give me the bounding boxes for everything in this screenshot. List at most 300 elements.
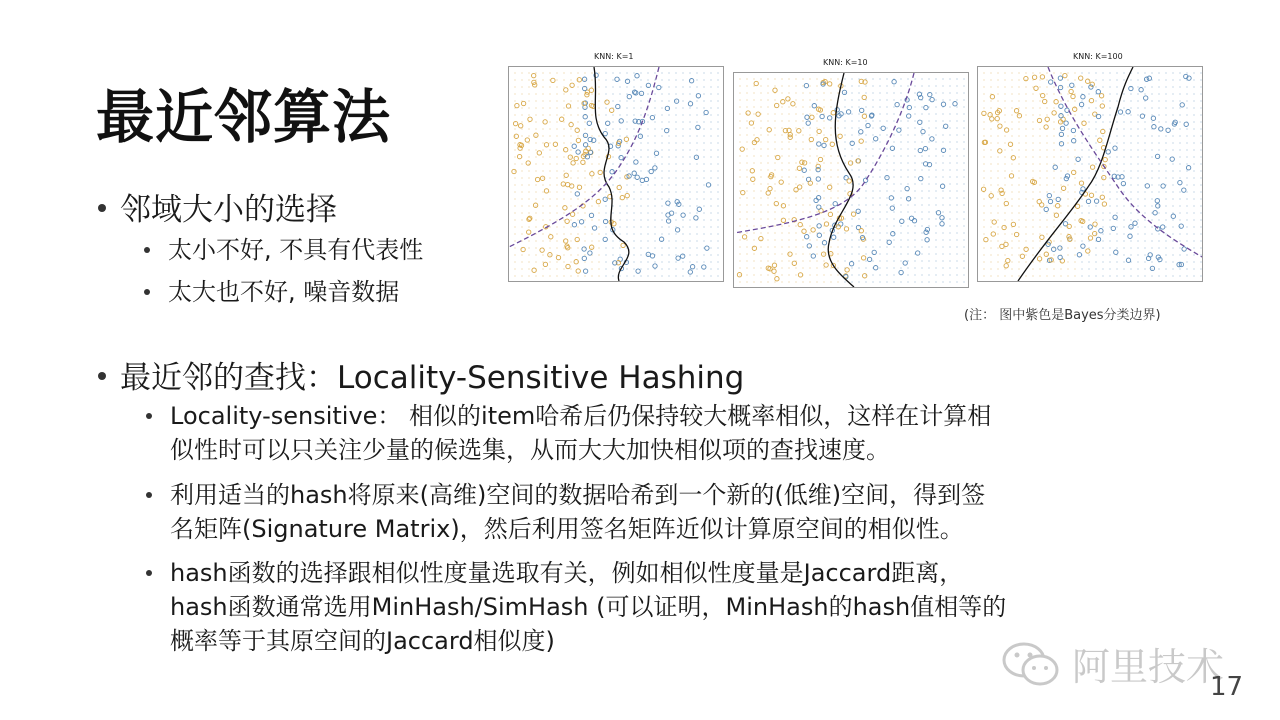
grid-dot [521,121,522,122]
grid-dot [1067,184,1068,185]
grid-dot [563,226,564,227]
grid-dot [907,218,908,219]
grid-dot [1102,247,1103,248]
grid-dot [521,107,522,108]
grid-dot [949,183,950,184]
grid-dot [556,121,557,122]
grid-dot [956,225,957,226]
grid-dot [703,93,704,94]
grid-dot [612,163,613,164]
grid-dot [1179,268,1180,269]
grid-dot [598,135,599,136]
grid-dot [598,121,599,122]
grid-dot [956,176,957,177]
grid-dot [893,85,894,86]
class-a-point [751,177,755,181]
grid-dot [935,253,936,254]
section1-item-text: 太大也不好, 噪音数据 [168,278,400,306]
grid-dot [577,107,578,108]
grid-dot [1158,275,1159,276]
grid-dot [753,260,754,261]
grid-dot [1200,114,1201,115]
grid-dot [1186,93,1187,94]
knn-plot-k10 [733,58,969,288]
grid-dot [661,261,662,262]
grid-dot [935,148,936,149]
grid-dot [1102,121,1103,122]
grid-dot [1004,72,1005,73]
grid-dot [1032,128,1033,129]
grid-dot [1088,247,1089,248]
grid-dot [1004,212,1005,213]
grid-dot [739,113,740,114]
grid-dot [1025,254,1026,255]
grid-dot [1151,93,1152,94]
class-b-point [860,235,864,239]
grid-dot [983,135,984,136]
grid-dot [809,267,810,268]
class-b-point [603,131,607,135]
grid-dot [900,176,901,177]
grid-dot [717,233,718,234]
grid-dot [1011,205,1012,206]
grid-dot [990,268,991,269]
grid-dot [1151,268,1152,269]
grid-dot [865,85,866,86]
grid-dot [1032,233,1033,234]
grid-dot [661,212,662,213]
grid-dot [689,149,690,150]
class-a-point [989,194,993,198]
grid-dot [584,254,585,255]
grid-dot [563,275,564,276]
grid-dot [689,247,690,248]
grid-dot [528,247,529,248]
grid-dot [830,148,831,149]
grid-dot [907,260,908,261]
bullet-icon [98,372,106,380]
grid-dot [717,135,718,136]
grid-dot [661,79,662,80]
grid-dot [844,78,845,79]
grid-dot [921,85,922,86]
grid-dot [570,142,571,143]
grid-dot [990,100,991,101]
grid-dot [914,246,915,247]
grid-dot [675,226,676,227]
grid-dot [542,240,543,241]
grid-dot [563,254,564,255]
grid-dot [598,156,599,157]
grid-dot [949,204,950,205]
grid-dot [1130,275,1131,276]
grid-dot [942,169,943,170]
grid-dot [612,240,613,241]
class-a-point [543,262,547,266]
grid-dot [907,183,908,184]
grid-dot [584,72,585,73]
grid-dot [788,85,789,86]
grid-dot [872,239,873,240]
grid-dot [1123,247,1124,248]
grid-dot [858,127,859,128]
grid-dot [577,233,578,234]
grid-dot [1165,100,1166,101]
grid-dot [1039,254,1040,255]
grid-dot [612,86,613,87]
grid-dot [767,204,768,205]
grid-dot [682,163,683,164]
grid-dot [983,184,984,185]
grid-dot [556,268,557,269]
grid-dot [823,120,824,121]
grid-dot [1130,247,1131,248]
grid-dot [1130,135,1131,136]
grid-dot [872,92,873,93]
grid-dot [865,148,866,149]
grid-dot [837,239,838,240]
grid-dot [879,120,880,121]
class-a-point [566,104,570,108]
grid-dot [1151,191,1152,192]
class-a-point [768,186,772,190]
grid-dot [956,218,957,219]
grid-dot [1025,261,1026,262]
grid-dot [1200,79,1201,80]
grid-dot [1067,275,1068,276]
grid-dot [928,155,929,156]
grid-dot [914,239,915,240]
grid-dot [1011,219,1012,220]
grid-dot [1137,86,1138,87]
grid-dot [1186,163,1187,164]
grid-dot [1158,121,1159,122]
grid-dot [647,219,648,220]
class-a-point [1079,181,1083,185]
grid-dot [802,246,803,247]
grid-dot [1102,86,1103,87]
class-b-point [634,160,638,164]
grid-dot [1095,72,1096,73]
grid-dot [963,120,964,121]
grid-dot [760,148,761,149]
grid-dot [795,183,796,184]
grid-dot [781,148,782,149]
grid-dot [1193,72,1194,73]
class-a-point [817,129,821,133]
grid-dot [739,127,740,128]
grid-dot [717,170,718,171]
grid-dot [1193,142,1194,143]
class-b-point [1186,166,1190,170]
grid-dot [535,247,536,248]
grid-dot [682,93,683,94]
class-b-point [646,252,650,256]
section1-item [168,275,399,309]
grid-dot [872,274,873,275]
grid-dot [1186,86,1187,87]
grid-dot [1039,72,1040,73]
grid-dot [795,267,796,268]
grid-dot [549,156,550,157]
class-a-point [1102,202,1106,206]
grid-dot [514,149,515,150]
grid-dot [1018,135,1019,136]
grid-dot [549,247,550,248]
bayes-boundary [734,73,914,233]
grid-dot [535,275,536,276]
grid-dot [521,191,522,192]
grid-dot [1123,261,1124,262]
grid-dot [542,135,543,136]
grid-dot [1088,268,1089,269]
class-b-point [1161,225,1165,229]
grid-dot [521,219,522,220]
grid-dot [900,246,901,247]
grid-dot [605,247,606,248]
grid-dot [1172,128,1173,129]
grid-dot [942,260,943,261]
grid-dot [760,274,761,275]
grid-dot [1060,142,1061,143]
grid-dot [781,260,782,261]
grid-dot [907,246,908,247]
grid-dot [521,261,522,262]
grid-dot [893,274,894,275]
grid-dot [921,246,922,247]
grid-dot [1116,240,1117,241]
grid-dot [612,184,613,185]
grid-dot [1025,135,1026,136]
grid-dot [1151,163,1152,164]
section2-item-line: 利用适当的hash将原来(高维)空间的数据哈希到一个新的(低维)空间，得到签 [170,481,986,509]
grid-dot [802,99,803,100]
grid-dot [661,205,662,206]
grid-dot [1025,184,1026,185]
grid-dot [1186,254,1187,255]
grid-dot [858,260,859,261]
grid-dot [570,240,571,241]
grid-dot [1179,219,1180,220]
grid-dot [612,121,613,122]
grid-dot [746,169,747,170]
grid-dot [788,239,789,240]
grid-dot [1074,156,1075,157]
grid-dot [1060,275,1061,276]
grid-dot [640,149,641,150]
class-a-point [1103,157,1107,161]
grid-dot [802,197,803,198]
grid-dot [1179,114,1180,115]
grid-dot [1102,184,1103,185]
grid-dot [823,92,824,93]
grid-dot [942,204,943,205]
grid-dot [1039,177,1040,178]
grid-dot [830,127,831,128]
knn-plot-k1 [508,52,724,282]
grid-dot [633,128,634,129]
grid-dot [661,219,662,220]
class-a-point [521,101,525,105]
grid-dot [1200,184,1201,185]
grid-dot [619,170,620,171]
grid-dot [795,106,796,107]
grid-dot [1123,205,1124,206]
grid-dot [675,254,676,255]
class-b-point [665,128,669,132]
grid-dot [1032,205,1033,206]
grid-dot [1095,107,1096,108]
grid-dot [809,113,810,114]
grid-dot [717,226,718,227]
grid-dot [528,79,529,80]
grid-dot [837,274,838,275]
grid-dot [795,78,796,79]
grid-dot [774,99,775,100]
grid-dot [612,156,613,157]
grid-dot [542,79,543,80]
grid-dot [942,197,943,198]
grid-dot [591,205,592,206]
grid-dot [1046,268,1047,269]
grid-dot [556,212,557,213]
grid-dot [816,190,817,191]
grid-dot [1046,135,1047,136]
grid-dot [823,134,824,135]
grid-dot [1011,247,1012,248]
grid-dot [1123,219,1124,220]
grid-dot [514,93,515,94]
grid-dot [774,183,775,184]
grid-dot [1018,93,1019,94]
grid-dot [1186,205,1187,206]
grid-dot [844,169,845,170]
class-b-point [1058,85,1062,89]
grid-dot [619,240,620,241]
grid-dot [528,135,529,136]
grid-dot [1060,212,1061,213]
grid-dot [1032,240,1033,241]
grid-dot [647,149,648,150]
grid-dot [1109,275,1110,276]
grid-dot [788,106,789,107]
class-a-point [1056,204,1060,208]
class-a-point [1086,79,1090,83]
class-a-point [772,269,776,273]
grid-dot [612,142,613,143]
grid-dot [626,100,627,101]
grid-dot [577,247,578,248]
class-b-point [1113,215,1117,219]
grid-dot [1081,107,1082,108]
grid-dot [1060,177,1061,178]
grid-dot [1123,226,1124,227]
grid-dot [837,120,838,121]
grid-dot [661,275,662,276]
grid-dot [605,177,606,178]
grid-dot [1130,149,1131,150]
wechat-icon [1000,640,1062,688]
grid-dot [983,121,984,122]
grid-dot [619,135,620,136]
class-b-point [1182,247,1186,251]
grid-dot [746,190,747,191]
grid-dot [647,191,648,192]
grid-dot [1130,198,1131,199]
class-a-point [754,81,758,85]
grid-dot [710,135,711,136]
grid-dot [1165,135,1166,136]
grid-dot [1074,226,1075,227]
grid-dot [563,219,564,220]
grid-dot [661,268,662,269]
grid-dot [1060,156,1061,157]
class-b-point [909,216,913,220]
grid-dot [767,134,768,135]
grid-dot [1081,261,1082,262]
grid-dot [851,197,852,198]
grid-dot [823,169,824,170]
class-a-point [1014,232,1018,236]
grid-dot [668,100,669,101]
grid-dot [767,169,768,170]
class-a-point [752,140,756,144]
grid-dot [795,155,796,156]
grid-dot [949,120,950,121]
knn-plot-title: KNN: K=100 [1073,52,1123,61]
grid-dot [914,169,915,170]
grid-dot [1144,170,1145,171]
grid-dot [858,197,859,198]
grid-dot [956,92,957,93]
grid-dot [921,218,922,219]
grid-dot [802,120,803,121]
grid-dot [823,197,824,198]
grid-dot [893,162,894,163]
grid-dot [577,219,578,220]
grid-dot [1193,268,1194,269]
grid-dot [1053,240,1054,241]
grid-dot [760,253,761,254]
grid-dot [886,155,887,156]
class-b-point [639,91,643,95]
class-a-point [1006,258,1010,262]
grid-dot [997,233,998,234]
grid-dot [1137,240,1138,241]
grid-dot [1109,114,1110,115]
grid-dot [1102,261,1103,262]
grid-dot [1137,79,1138,80]
grid-dot [990,184,991,185]
grid-dot [1032,268,1033,269]
grid-dot [963,148,964,149]
grid-dot [1046,184,1047,185]
grid-dot [528,86,529,87]
grid-dot [802,113,803,114]
grid-dot [1123,268,1124,269]
grid-dot [795,92,796,93]
grid-dot [872,176,873,177]
class-a-point [767,128,771,132]
grid-dot [767,260,768,261]
grid-dot [591,177,592,178]
grid-dot [1032,156,1033,157]
class-b-point [805,115,809,119]
grid-dot [907,239,908,240]
grid-dot [990,79,991,80]
grid-dot [990,72,991,73]
grid-dot [1046,107,1047,108]
